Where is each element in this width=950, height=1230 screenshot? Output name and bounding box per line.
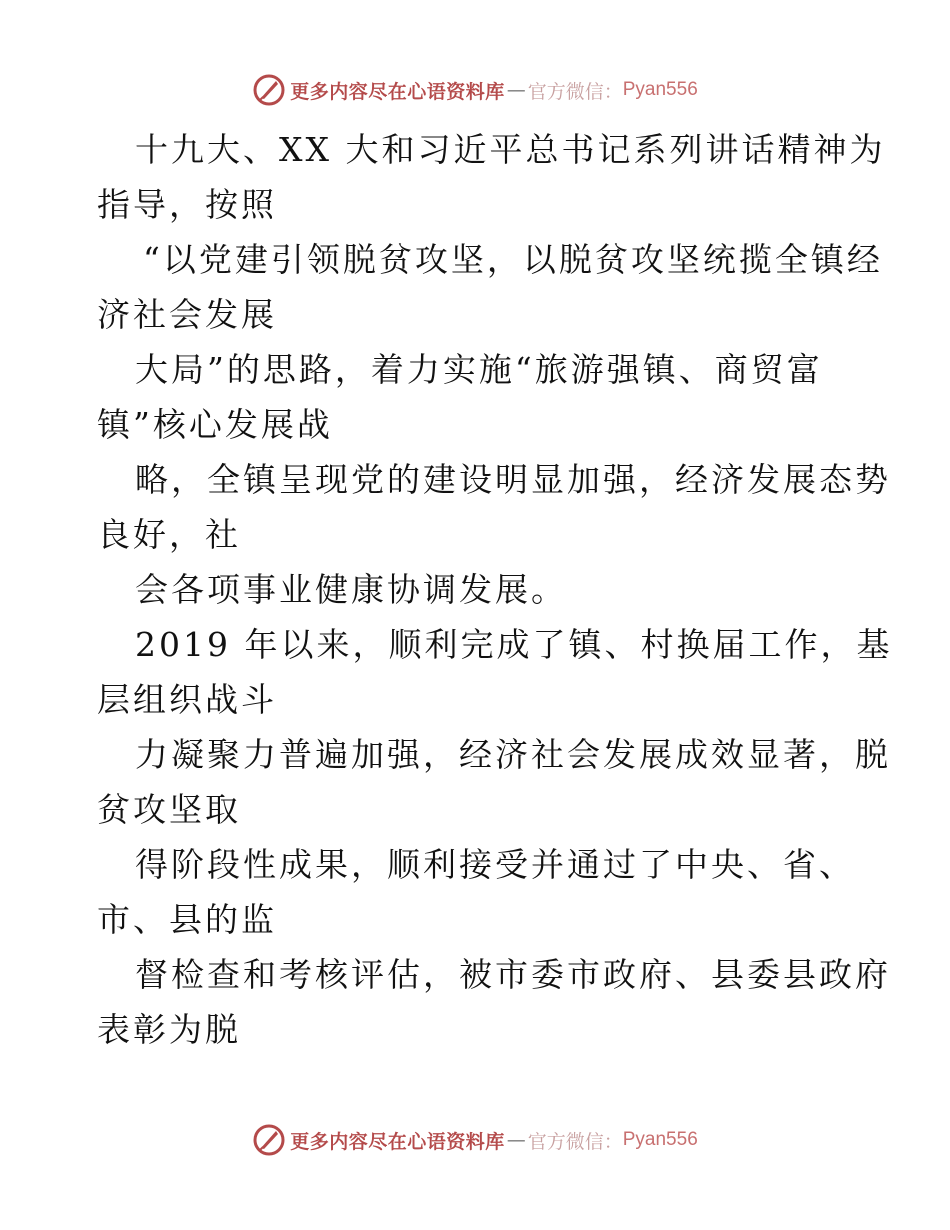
watermark-wechat-id: Pyan556 — [622, 79, 698, 100]
watermark-brand: 更多内容尽在心语资料库 — [290, 80, 505, 103]
text-line: 2019 年以来，顺利完成了镇、村换届工作，基 — [135, 625, 893, 664]
quill-logo-icon — [252, 1123, 286, 1157]
watermark-wechat-label: 官方微信： — [527, 80, 623, 103]
document-body — [97, 122, 893, 1057]
text-line: 略，全镇呈现党的建设明显加强，经济发展态势 — [135, 460, 891, 499]
watermark-wechat-label: 官方微信： — [527, 1130, 623, 1153]
text-line: 会各项事业健康协调发展。 — [135, 570, 567, 609]
text-line: 督检查和考核评估，被市委市政府、县委县政府 — [135, 955, 891, 994]
text-line: 市、县的监 — [97, 900, 277, 939]
text-line: 力凝聚力普遍加强，经济社会发展成效显著，脱 — [135, 735, 891, 774]
header-watermark — [0, 70, 950, 110]
text-line: 良好，社 — [97, 515, 241, 554]
text-line: 大局”的思路，着力实施“旅游强镇、商贸富 — [135, 350, 823, 389]
text-line: “以党建引领脱贫攻坚，以脱贫攻坚统揽全镇经 — [143, 240, 883, 279]
text-line: 贫攻坚取 — [97, 790, 241, 829]
text-line: 镇”核心发展战 — [97, 405, 333, 444]
text-line: 层组织战斗 — [97, 680, 277, 719]
watermark-wechat-id: Pyan556 — [622, 1129, 698, 1150]
footer-watermark — [0, 1120, 950, 1160]
text-line: 济社会发展 — [97, 295, 277, 334]
text-line: 得阶段性成果，顺利接受并通过了中央、省、 — [135, 845, 855, 884]
text-line: 表彰为脱 — [97, 1010, 241, 1049]
watermark-separator: — — [506, 1129, 526, 1151]
watermark-separator: — — [506, 79, 526, 101]
watermark-brand: 更多内容尽在心语资料库 — [290, 1130, 505, 1153]
text-line: 十九大、XX 大和习近平总书记系列讲话精神为 — [135, 130, 886, 169]
text-line: 指导，按照 — [97, 185, 277, 224]
quill-logo-icon — [252, 73, 286, 107]
